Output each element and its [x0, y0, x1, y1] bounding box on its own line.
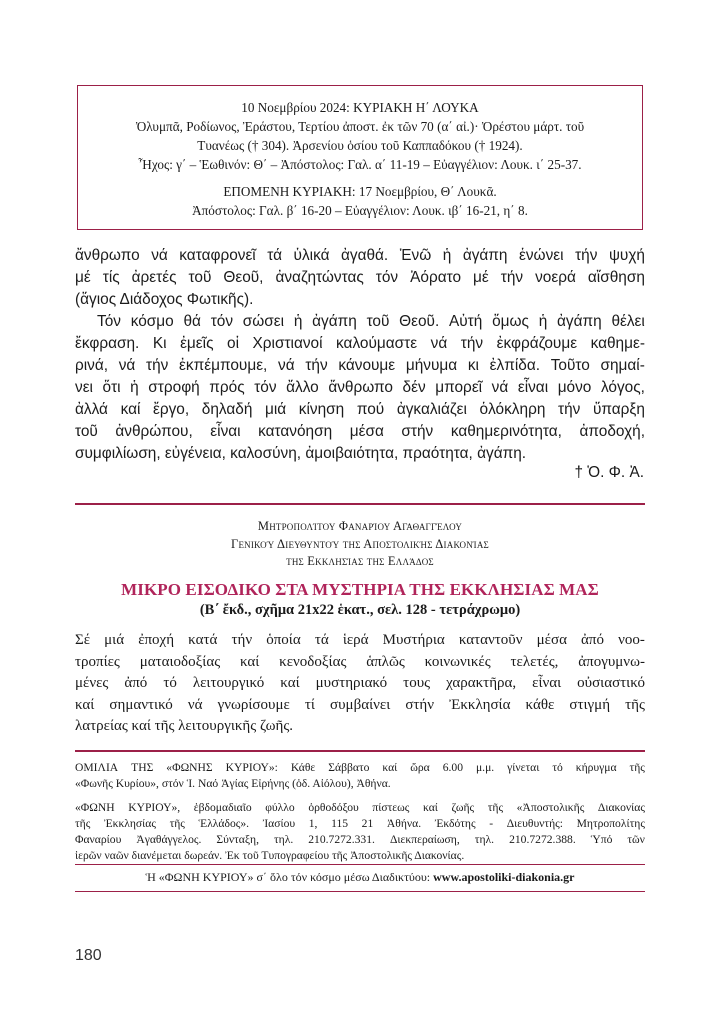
section-divider	[75, 503, 645, 505]
article-line: ρινά, νά τήν ἐκπέμπουμε, νά τήν κάνουμε μήνυμα κι ἐλπίδα. Τοῦτο σημαί-	[75, 357, 645, 374]
article-line: ἄνθρωπο νά καταφρονεῖ τά ὑλικά ἀγαθά. Ἐνῶ ἡ ἀγάπη ἑνώνει τήν ψυχή	[75, 247, 645, 264]
article-line: Τόν κόσμο θά τόν σώσει ἡ ἀγάπη τοῦ Θεοῦ. Αὐτή ὅμως ἡ ἀγάπη θέλει	[97, 313, 645, 330]
author-line: Γενικού Διευθυντού της Αποστολικής Διακονίας	[231, 536, 489, 551]
homily-note	[75, 760, 645, 792]
next-sunday-heading: ΕΠΟΜΕΝΗ ΚΥΡΙΑΚΗ: 17 Νοεμβρίου, Θ΄ Λουκᾶ.	[223, 184, 497, 199]
author-line: της Εκκλησίας της Ελλάδος	[286, 554, 434, 568]
description-line: τροπίες ματαιοδοξίας καί κενοδοξίας ἁπλῶς κοινωνικές τελετές, ἀπογυμνω-	[75, 653, 645, 670]
article-line: μέ τίς ἀρετές τοῦ Θεοῦ, ἀναζητώντας τόν Ἀόρατο μέ τήν νοερά αἴσθηση	[75, 269, 645, 286]
description-line: μένες ἀπό τό λειτουργικό καί μυστηριακό τους χαρακτῆρα, εἶναι οὐσιαστικό	[75, 675, 645, 691]
publisher-line: «ΦΩΝΗ ΚΥΡΙΟΥ», ἑβδομαδιαῖο φύλλο ὀρθοδόξου πίστεως καί ζωῆς τῆς «Ἀποστολικῆς Διακονίας	[75, 801, 645, 814]
article-line: νει ὅτι ἡ στροφή πρός τόν ἄλλο ἄνθρωπο δέν μπορεῖ νά εἶναι μόνο λόγος,	[75, 379, 645, 396]
website-link[interactable]: www.apostoliki-diakonia.gr	[433, 870, 575, 884]
book-subtitle: (Β΄ ἔκδ., σχῆμα 21x22 ἑκατ., σελ. 128 - τετράχρωμο)	[199, 602, 521, 618]
calendar-date-heading: 10 Νοεμβρίου 2024: ΚΥΡΙΑΚΗ Η΄ ΛΟΥΚΑ	[241, 100, 479, 115]
author-line: Μητροπολίτου Φαναρίου Αγαθαγγέλου	[257, 519, 463, 533]
web-divider-top	[75, 864, 645, 865]
website-prefix: Ἡ «ΦΩΝΗ ΚΥΡΙΟΥ» σ΄ ὅλο τόν κόσμο μέσω Διαδικτύου:	[145, 870, 434, 884]
article-line: συμφιλίωση, εὐγένεια, καλοσύνη, ἀμοιβαιότητα, πραότητα, ἀγάπη.	[75, 445, 527, 462]
article-signature: † Ὁ. Φ. Ἀ.	[574, 464, 644, 481]
publisher-info	[75, 800, 645, 864]
calendar-saints-line: Τυανέως († 304). Ἀρσενίου ὁσίου τοῦ Καππαδόκου († 1924).	[197, 138, 523, 153]
article-paragraph-1	[75, 245, 645, 311]
book-description	[75, 630, 645, 738]
publisher-line: Φαναρίου Ἀγαθάγγελος. Σύνταξη, τηλ. 210.7272.331. Διεκπεραίωση, τηλ. 210.7272.388. Ὑπό τῶν	[75, 833, 645, 846]
article-paragraph-2	[75, 311, 645, 465]
homily-line: ΟΜΙΛΙΑ ΤΗΣ «ΦΩΝΗΣ ΚΥΡΙΟΥ»: Κάθε Σάββατο καί ὥρα 6.00 μ.μ. γίνεται τό κήρυγμα τῆς	[75, 761, 645, 774]
article-line: (ἅγιος Διάδοχος Φωτικῆς).	[75, 291, 254, 308]
web-divider-bottom	[75, 891, 645, 892]
article-line: ἀλλά καί ἔργο, δηλαδή μιά κίνηση πού ἀγκαλιάζει ὁλόκληρη τήν ὕπαρξη	[75, 401, 645, 418]
homily-line: «Φωνῆς Κυρίου», στόν Ἱ. Ναό Ἁγίας Εἰρήνης (ὁδ. Αἰόλου), Ἀθήνα.	[75, 777, 391, 790]
article-line: ἔκφραση. Κι ἐμεῖς οἱ Χριστιανοί καλούμαστε νά τήν ἐκφράζουμε καθημε-	[75, 335, 645, 352]
book-title: ΜΙΚΡΟ ΕΙΣΟΔΙΚΟ ΣΤΑ ΜΥΣΤΗΡΙΑ ΤΗΣ ΕΚΚΛΗΣΙΑΣ ΜΑΣ	[121, 580, 599, 599]
page-number: 180	[75, 947, 102, 964]
description-line: καί σημαντικό νά γνωρίσουμε τί συμβαίνει στήν Ἐκκλησία κάθε στιγμή τῆς	[75, 696, 645, 713]
calendar-saints-line: Ὀλυμπᾶ, Ροδίωνος, Ἐράστου, Τερτίου ἀποστ. ἐκ τῶν 70 (α΄ αἰ.)· Ὀρέστου μάρτ. τοῦ	[135, 119, 585, 134]
footer-divider	[75, 750, 645, 752]
website-line	[75, 870, 645, 885]
description-line: Σέ μιά ἐποχή κατά τήν ὁποία τά ἱερά Μυστήρια καταντοῦν μέσα ἀπό νοο-	[75, 632, 645, 648]
next-sunday-readings: Ἀπόστολος: Γαλ. β΄ 16-20 – Εὐαγγέλιον: Λουκ. ιβ΄ 16-21, η΄ 8.	[192, 203, 528, 218]
publisher-line: τῆς Ἐκκλησίας τῆς Ἑλλάδος». Ἰασίου 1, 115 21 Ἀθήνα. Ἐκδότης - Διευθυντής: Μητροπολίτης	[75, 817, 645, 830]
description-line: λατρείας καί τῆς λειτουργικῆς ζωῆς.	[75, 718, 294, 734]
article-line: τοῦ ἀνθρώπου, εἶναι κατανόηση μέσα στήν καθημερινότητα, ἀποδοχή,	[75, 423, 645, 440]
calendar-readings: Ἦχος: γ΄ – Ἑωθινόν: Θ΄ – Ἀπόστολος: Γαλ. α΄ 11-19 – Εὐαγγέλιον: Λουκ. ι΄ 25-37.	[138, 157, 582, 172]
book-author	[75, 518, 645, 571]
calendar-box	[77, 85, 643, 230]
publisher-line: ἱερῶν ναῶν διανέμεται δωρεάν. Ἐκ τοῦ Τυπογραφείου τῆς Ἀποστολικῆς Διακονίας.	[75, 849, 465, 862]
